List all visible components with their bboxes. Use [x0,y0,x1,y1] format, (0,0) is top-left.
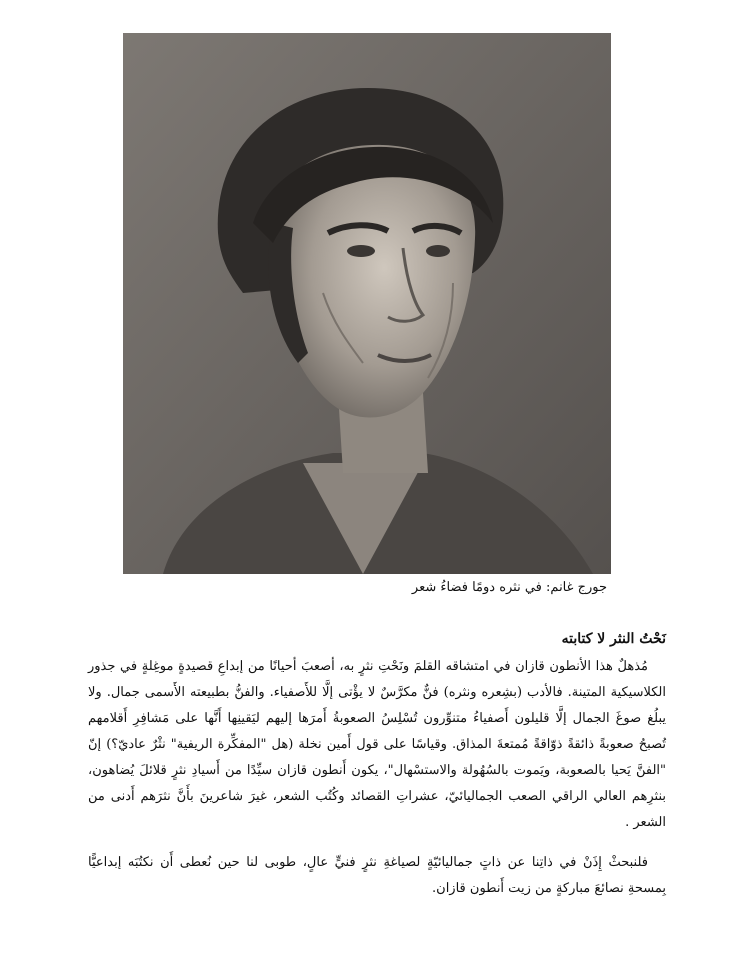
portrait-illustration [123,33,611,574]
author-portrait-photo [123,33,611,574]
article-paragraph: فلنبحثْ إِذَنْ في ذاتِنا عن ذاتٍ جماليائيّةٍ لصياغةِ نثرٍ فنيٍّ عالٍ، طوبى لنا حين نُعطى أَن نكتُبَه إبداعيًّا بِمسحةِ نصائعَ مباركةٍ من زيت أَنطون قازان. [88,855,666,896]
article-body [88,628,666,916]
article-paragraph: مُذهلٌ هذا الأنطون قازان في امتشاقه القلمَ ونَحْتِ نثرٍ به، أصعبَ أحيانًا من إبداعِ قصيدةٍ موغِلةٍ في جذور الكلاسيكية المتينة. فالأدب (بشِعره ونثره) فنٌّ مكرَّسٌ لا يؤْتى إلَّا للأَصفياء. والفنُّ بطبيعته الأَسمى جمال. ولا يبلُغ صوغَ الجمال إلَّا قليلون أَصفياءُ متنوِّرون تُسْلِسُ الصعوبةُ أَمرَها إليهم ليَقينِها أَنَّها على مَشافِرِ أَقلامهم تُصبحُ صعوبةً ذائقةً ذوّاقةً مُمتعةَ المذاق. وقياسًا على قول أَمين نخلة (هل "المفكِّرة الريفية" نثْرٌ عاديّ؟) إنّ "الفنَّ يَحيا بالصعوبة، ويَموت بالسُهُولة والاستسْهال"، يكون أَنطون قازان سيِّدًا من أَسيادِ نثرٍ قلائلَ يُضاهون، بنثرِهم العالي الراقي الصعب الجماليائيّ، عشراتِ القصائد وكُتُب الشعر، غيرَ شاعرينَ بأَنَّ نثرَهم أَدنى من الشعر . [88,659,666,830]
article-heading: نَحْتُ النثر لا كتابته [561,631,666,647]
photo-caption: جورج غانم: في نثره دومًا فضاءُ شعر [411,580,607,595]
